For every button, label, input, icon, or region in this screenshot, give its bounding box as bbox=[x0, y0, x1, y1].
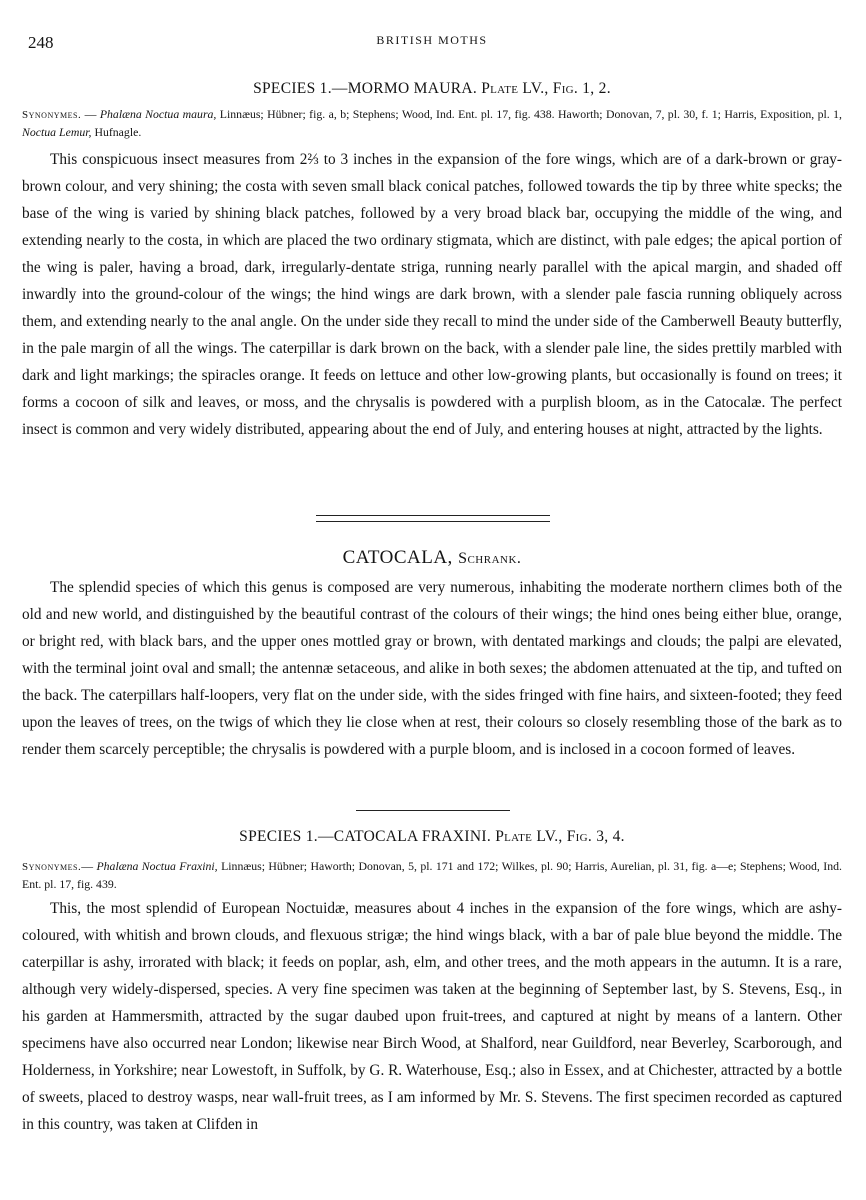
page-header bbox=[22, 33, 842, 55]
synonymes-label: Synonymes. bbox=[22, 861, 82, 873]
description-paragraph: This, the most splendid of European Noctuidæ, measures about 4 inches in the expansion of the fore wings, which are ashy-coloured, with whitish and brown clouds, and flexuous strigæ; the hind wings black, with a bar of pale blue beyond the middle. The caterpillar is ashy, irrorated with black; it feeds on poplar, ash, elm, and other trees, and the moth appears in the autumn. It is a rare, although very widely-dispersed, species. A very fine specimen was taken at the beginning of September last, by S. Stevens, Esq., in his garden at Hammersmith, attracted by the sugar daubed upon fruit-trees, and captured at night by means of a lantern. Other specimens have also occurred near London; likewise near Birch Wood, at Shalford, near Guildford, near Beverley, Scarborough, and Holderness, in Yorkshire; near Lowestoft, in Suffolk, by G. R. Waterhouse, Esq.; also in Essex, and at Chichester, attracted by a bottle of sweets, placed to destroy wasps, near wall-fruit trees, as I am informed by Mr. S. Stevens. The first specimen recorded as captured in this country, was taken at Clifden in bbox=[22, 900, 842, 1133]
species-description-fraxini bbox=[22, 895, 842, 1138]
species-title: SPECIES 1.—MORMO MAURA. bbox=[253, 80, 478, 97]
genus-author: Schrank. bbox=[458, 550, 522, 567]
plate-reference: Plate LV., Fig. 3, 4. bbox=[495, 828, 625, 845]
synonym-name-2: Noctua Lemur, bbox=[22, 125, 92, 139]
species-title: SPECIES 1.—CATOCALA FRAXINI. bbox=[239, 828, 491, 845]
synonym-author: Hufnagle. bbox=[94, 125, 142, 139]
synonymy-mormo: Synonymes. — Phalæna Noctua maura, Linnæus; Hübner; fig. a, b; Stephens; Wood, Ind. Ent. pl. 17, fig. 438. Haworth; Donovan, 7, pl. 30, f. 1; Harris, Exposition, pl. 1, Noctua Lemur, Hufnagle. bbox=[22, 107, 842, 139]
synonym-references: Linnæus; Hübner; Haworth; Donovan, 5, pl. 171 and 172; Wilkes, pl. 90; Harris, Aurelian, pl. 31, fig. a—e; Stephens; Wood, Ind. Ent. pl. 17, fig. 439. bbox=[22, 859, 842, 891]
page-number: 248 bbox=[28, 33, 54, 52]
synonymes-label: Synonymes. bbox=[22, 109, 82, 121]
genus-description-catocala bbox=[22, 574, 842, 763]
running-head: BRITISH MOTHS bbox=[376, 33, 488, 47]
description-paragraph: The splendid species of which this genus is composed are very numerous, inhabiting the moderate northern climes both of the old and new world, and distinguished by the beautiful contrast of the colours of their wings; the hind ones being either blue, orange, or bright red, with black bars, and the upper ones mottled gray or brown, with dentated markings and clouds; the palpi are elevated, with the terminal joint oval and small; the antennæ setaceous, and alike in both sexes; the abdomen attenuated at the tip, and tufted on the back. The caterpillars half-loopers, very flat on the under side, with the sides fringed with fine hairs, and sixteen-footed; they feed upon the leaves of trees, on the twigs of which they lie close when at rest, their colours so closely resembling those of the bark as to render them scarcely perceptible; the chrysalis is powdered with a purple bloom, and is inclosed in a cocoon formed of leaves. bbox=[22, 579, 842, 758]
synonym-name: Phalæna Noctua maura, bbox=[99, 107, 217, 121]
description-paragraph: This conspicuous insect measures from 2⅔ to 3 inches in the expansion of the fore wings, which are of a dark-brown or gray-brown colour, and very shining; the costa with seven small black conical patches, followed towards the tip by three white specks; the base of the wing is varied by shining black patches, followed by a very broad black bar, occupying the middle of the wing, and extending nearly to the costa, in which are placed the two ordinary stigmata, which are distinct, with pale edges; the apical portion of the wing is paler, having a broad, dark, irregularly-dentate striga, running nearly parallel with the apical margin, and shaded off inwardly into the ground-colour of the wings; the hind wings are dark brown, with a slender pale fascia running obliquely across them, and extending nearly to the anal angle. On the under side they recall to mind the under side of the Camberwell Beauty butterfly, in the pale margin of all the wings. The caterpillar is dark brown on the back, with a slender pale line, the sides prettily marbled with dark and light markings; the spiracles orange. It feeds on lettuce and other low-growing plants, but occasionally is found on trees; it forms a cocoon of silk and leaves, or moss, and the chrysalis is powdered with a purplish bloom, as in the Catocalæ. The perfect insect is common and very widely distributed, appearing about the end of July, and entering houses at night, attracted by the lights. bbox=[22, 151, 842, 438]
section-divider-single bbox=[356, 810, 510, 811]
plate-reference: Plate LV., Fig. 1, 2. bbox=[481, 80, 611, 97]
section-divider-double bbox=[316, 515, 550, 522]
synonym-name: Phalæna Noctua Fraxini, bbox=[96, 859, 218, 873]
species-heading-fraxini bbox=[22, 828, 842, 846]
synonymy-fraxini: Synonymes.— Phalæna Noctua Fraxini, Linnæus; Hübner; Haworth; Donovan, 5, pl. 171 and 172; Wilkes, pl. 90; Harris, Aurelian, pl. 31, fig. a—e; Stephens; Wood, Ind. Ent. pl. 17, fig. 439. bbox=[22, 859, 842, 891]
genus-heading-catocala bbox=[22, 547, 842, 569]
species-description-mormo bbox=[22, 146, 842, 443]
synonym-references: Linnæus; Hübner; fig. a, b; Stephens; Wood, Ind. Ent. pl. 17, fig. 438. Haworth; Donovan, 7, pl. 30, f. 1; Harris, Exposition, pl. 1, bbox=[219, 107, 842, 121]
genus-title: CATOCALA, bbox=[342, 547, 453, 568]
species-heading-mormo bbox=[22, 80, 842, 98]
